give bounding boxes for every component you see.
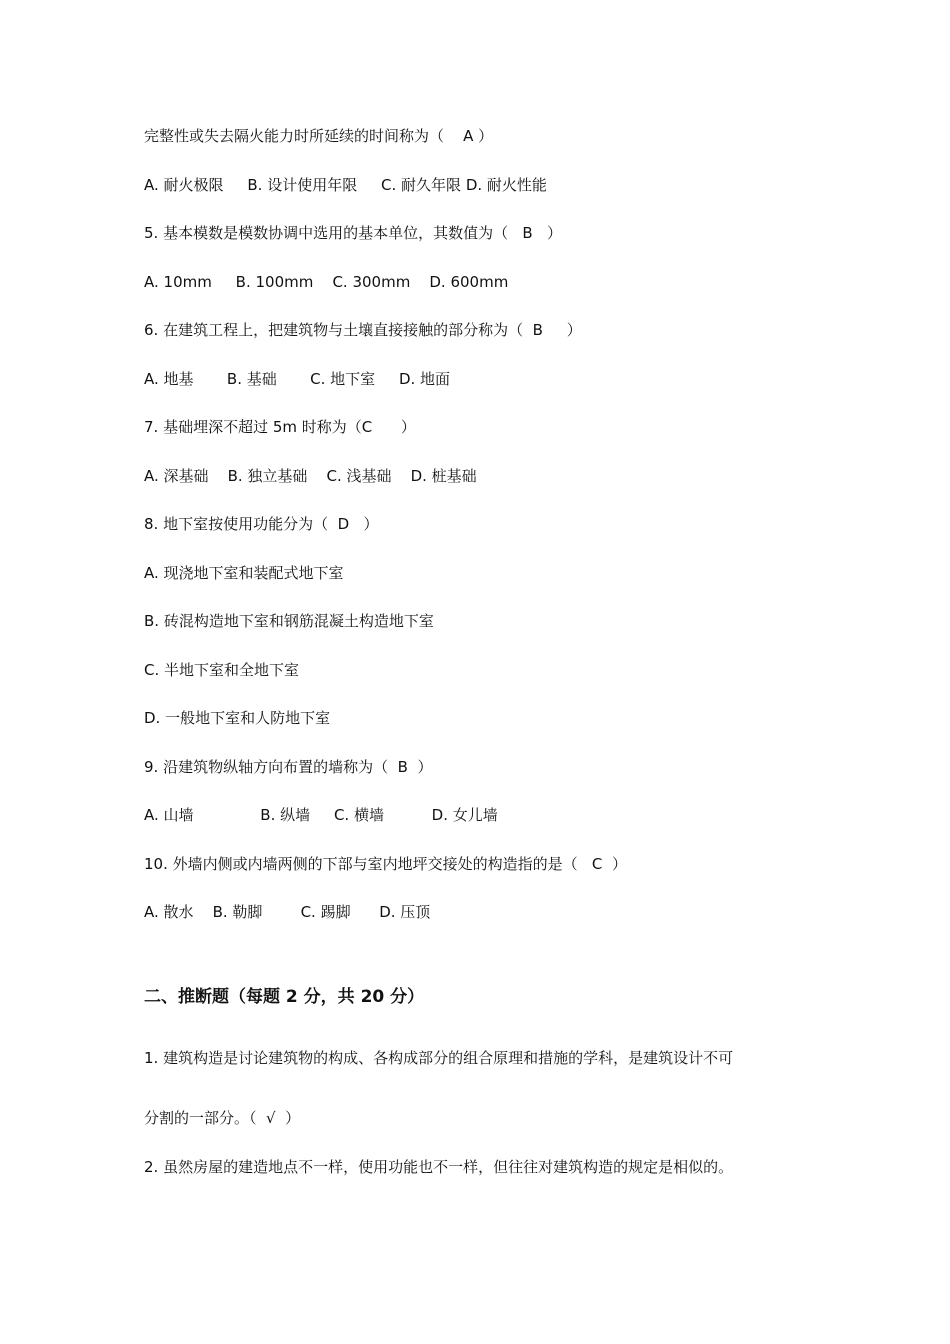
text-line-q6-options: A. 地基 B. 基础 C. 地下室 D. 地面	[144, 370, 451, 388]
text-line-q8-option-d: D. 一般地下室和人防地下室	[144, 709, 331, 727]
text-line-q7-options: A. 深基础 B. 独立基础 C. 浅基础 D. 桩基础	[144, 467, 477, 485]
text-line-q9: 9. 沿建筑物纵轴方向布置的墙称为（ B ）	[144, 758, 433, 776]
text-line-q10: 10. 外墙内侧或内墙两侧的下部与室内地坪交接处的构造指的是（ C ）	[144, 855, 627, 873]
text-line-tf1-continuation: 分割的一部分。（ √ ）	[144, 1109, 301, 1127]
text-line-q8: 8. 地下室按使用功能分为（ D ）	[144, 515, 379, 533]
text-line-q8-option-c: C. 半地下室和全地下室	[144, 661, 300, 679]
text-line-q9-options: A. 山墙 B. 纵墙 C. 横墙 D. 女儿墙	[144, 806, 498, 824]
text-line-tf2: 2. 虽然房屋的建造地点不一样，使用功能也不一样，但往往对建筑构造的规定是相似的。	[144, 1158, 734, 1176]
text-line-q5: 5. 基本模数是模数协调中选用的基本单位，其数值为（ B ）	[144, 224, 562, 242]
text-line-q7: 7. 基础埋深不超过 5m 时称为（C ）	[144, 418, 416, 436]
text-line-tf1: 1. 建筑构造是讨论建筑物的构成、各构成部分的组合原理和措施的学科，是建筑设计不可	[144, 1049, 734, 1067]
text-line-fire-resistance-definition: 完整性或失去隔火能力时所延续的时间称为（ A ）	[144, 127, 494, 145]
section-heading: 二、推断题（每题 2 分，共 20 分）	[144, 987, 425, 1007]
text-line-q10-options: A. 散水 B. 勒脚 C. 踢脚 D. 压顶	[144, 903, 431, 921]
text-line-q8-option-a: A. 现浇地下室和装配式地下室	[144, 564, 344, 582]
text-line-q8-option-b: B. 砖混构造地下室和钢筋混凝土构造地下室	[144, 612, 434, 630]
text-line-q6: 6. 在建筑工程上，把建筑物与土壤直接接触的部分称为（ B ）	[144, 321, 582, 339]
text-line-q5-options: A. 10mm B. 100mm C. 300mm D. 600mm	[144, 273, 509, 291]
text-line-q4-options: A. 耐火极限 B. 设计使用年限 C. 耐久年限 D. 耐火性能	[144, 176, 547, 194]
